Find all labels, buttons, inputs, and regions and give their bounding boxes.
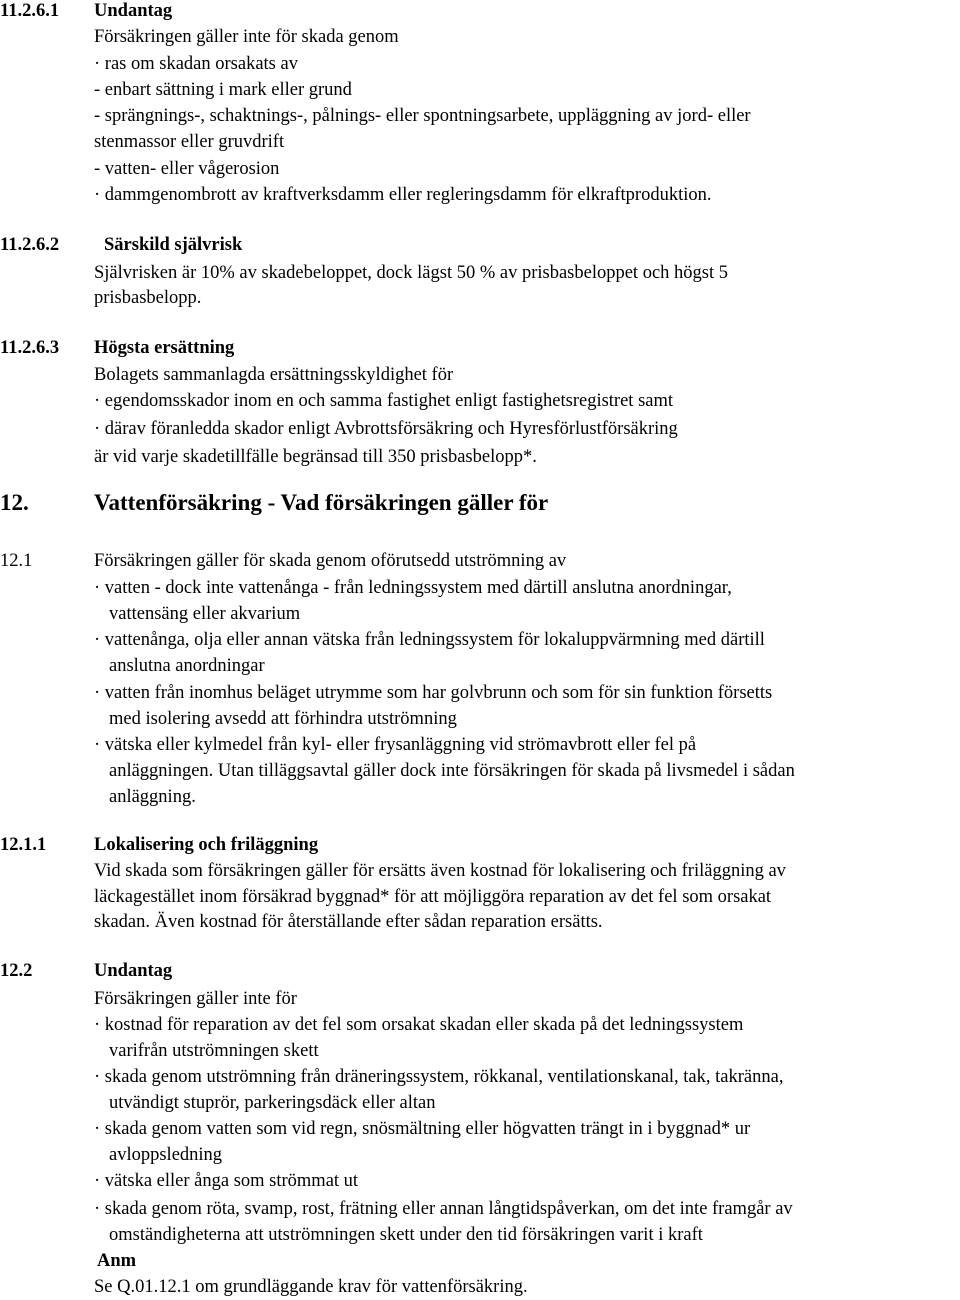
list-item: · dammgenombrott av kraftverksdamm eller regleringsdamm för elkraftproduktion.	[94, 185, 712, 205]
list-item: · vatten - dock inte vattenånga - från ledningssystem med därtill anslutna anordningar,	[94, 578, 732, 598]
section-intro: Försäkringen gäller inte för	[94, 989, 297, 1009]
list-item: · vätska eller ånga som strömmat ut	[94, 1171, 359, 1191]
section-number: 11.2.6.1	[0, 1, 60, 21]
list-item: · ras om skadan orsakats av	[94, 54, 298, 74]
list-item-continuation: anslutna anordningar	[109, 656, 265, 676]
list-item: · skada genom utströmning från dräneringssystem, rökkanal, ventilationskanal, tak, takränna,	[94, 1067, 784, 1087]
list-item: · kostnad för reparation av det fel som orsakat skadan eller skada på det ledningssystem	[94, 1015, 744, 1035]
list-item: · skada genom vatten som vid regn, snösmältning eller högvatten trängt in i byggnad* ur	[94, 1119, 751, 1139]
list-item: · vatten från inomhus beläget utrymme som har golvbrunn och som för sin funktion försetts	[94, 683, 773, 703]
paragraph-line: skadan. Även kostnad för återställande efter sådan reparation ersätts.	[94, 912, 603, 932]
section-heading: Särskild självrisk	[104, 235, 243, 255]
paragraph-line: Självrisken är 10% av skadebeloppet, dock lägst 50 % av prisbasbeloppet och högst 5	[94, 263, 728, 283]
list-item-continuation: med isolering avsedd att förhindra utströmning	[109, 709, 457, 729]
note-text: Se Q.01.12.1 om grundläggande krav för vattenförsäkring.	[94, 1277, 528, 1297]
list-item-continuation: vattensäng eller akvarium	[109, 604, 301, 624]
paragraph-line: läckagestället inom försäkrad byggnad* för att möjliggöra reparation av det fel som orsakat	[94, 887, 772, 907]
list-item: · skada genom röta, svamp, rost, frätning eller annan långtidspåverkan, om det inte framgår av	[94, 1199, 793, 1219]
list-item: - enbart sättning i mark eller grund	[94, 80, 352, 100]
list-item: · därav föranledda skador enligt Avbrottsförsäkring och Hyresförlustförsäkring	[94, 419, 678, 439]
section-heading: Högsta ersättning	[94, 338, 235, 358]
list-item-continuation: anläggning.	[109, 787, 196, 807]
section-number: 12.1.1	[0, 835, 47, 855]
section-number: 11.2.6.2	[0, 235, 60, 255]
section-heading: Undantag	[94, 961, 173, 981]
section-number: 12.1	[0, 551, 33, 571]
chapter-number: 12.	[0, 490, 29, 515]
list-item-continuation: avloppsledning	[109, 1145, 223, 1165]
section-heading: Lokalisering och friläggning	[94, 835, 319, 855]
list-item-continuation: utvändigt stuprör, parkeringsdäck eller altan	[109, 1093, 436, 1113]
section-intro: Bolagets sammanlagda ersättningsskyldighet för	[94, 365, 454, 385]
section-intro: Försäkringen gäller inte för skada genom	[94, 27, 399, 47]
list-item: - sprängnings-, schaktnings-, pålnings- eller spontningsarbete, uppläggning av jord- eller	[94, 106, 751, 126]
section-intro: Försäkringen gäller för skada genom oförutsedd utströmning av	[94, 551, 567, 571]
section-number: 11.2.6.3	[0, 338, 60, 358]
list-item: · vätska eller kylmedel från kyl- eller frysanläggning vid strömavbrott eller fel på	[94, 735, 697, 755]
list-item-continuation: omständigheterna att utströmningen skett under den tid försäkringen varit i kraft	[109, 1225, 703, 1245]
list-item: - vatten- eller vågerosion	[94, 159, 280, 179]
paragraph-line: Vid skada som försäkringen gäller för ersätts även kostnad för lokalisering och friläggning av	[94, 861, 786, 881]
list-item-continuation: varifrån utströmningen skett	[109, 1041, 319, 1061]
section-outro: är vid varje skadetillfälle begränsad till 350 prisbasbelopp*.	[94, 447, 537, 467]
paragraph-line: prisbasbelopp.	[94, 288, 202, 308]
section-number: 12.2	[0, 961, 33, 981]
section-heading: Undantag	[94, 1, 173, 21]
list-item-continuation: anläggningen. Utan tilläggsavtal gäller dock inte försäkringen för skada på livsmedel i sådan	[109, 761, 795, 781]
note-label: Anm	[97, 1251, 137, 1271]
list-item: stenmassor eller gruvdrift	[94, 132, 285, 152]
list-item: · vattenånga, olja eller annan vätska från ledningssystem för lokaluppvärmning med därtill	[94, 630, 765, 650]
chapter-heading: Vattenförsäkring - Vad försäkringen gäller för	[94, 490, 549, 515]
list-item: · egendomsskador inom en och samma fastighet enligt fastighetsregistret samt	[94, 391, 674, 411]
